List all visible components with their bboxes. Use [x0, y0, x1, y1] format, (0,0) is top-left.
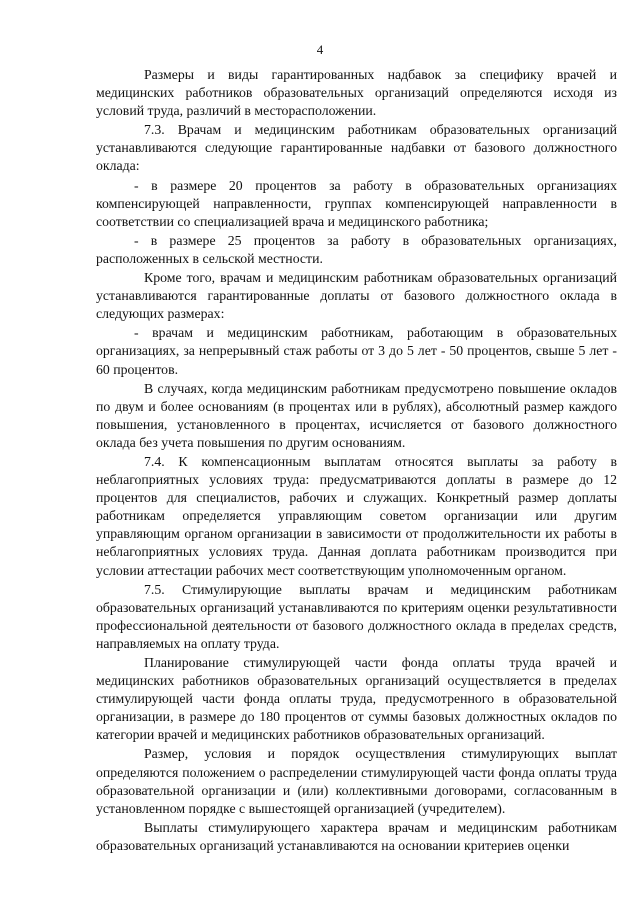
list-item-20-percent: - в размере 20 процентов за работу в образовательных организациях компенсирующей направленности, группах компенсирующей направленности в соответствии со специализацией врача и медицинского работника;: [96, 177, 617, 229]
paragraph-7-4: 7.4. К компенсационным выплатам относятся выплаты за работу в неблагоприятных условиях труда: предусматриваются доплаты в размере до 12 процентов для специалистов, рабочих и служащих. Конкретный размер доплаты работникам определяется управляющим советом организации или другим управляющим органом организации в зависимости от продолжительности их работы в неблагоприятных условиях труда. Данная доплата работникам производится при условии аттестации рабочих мест соответствующим уполномоченным органом.: [96, 453, 617, 578]
paragraph-multiple-increases: В случаях, когда медицинским работникам предусмотрено повышение окладов по двум и более основаниям (в процентах или в рублях), абсолютный размер каждого повышения, установленного в процентах, исчисляется от базового должностного оклада без учета повышения по другим основаниям.: [96, 380, 617, 450]
document-body: [96, 66, 617, 855]
paragraph-additional-payments: Кроме того, врачам и медицинским работникам образовательных организаций устанавливаются гарантированные доплаты от базового должностного оклада в следующих размерах:: [96, 270, 617, 322]
paragraph-stimulating-payments: Выплаты стимулирующего характера врачам и медицинским работникам образовательных организаций устанавливаются на основании критериев оценки: [96, 819, 617, 853]
paragraph-fund-planning: Планирование стимулирующей части фонда оплаты труда врачей и медицинских работников образовательных организаций осуществляется в пределах стимулирующей части фонда оплаты труда, предусмотренного в образовательной организации, в размере до 180 процентов от суммы базовых должностных окладов по категории врачей и медицинских работников образовательных организаций.: [96, 655, 617, 743]
list-item-seniority: - врачам и медицинским работникам, работающим в образовательных организациях, за непрерывный стаж работы от 3 до 5 лет - 50 процентов, свыше 5 лет - 60 процентов.: [96, 325, 617, 377]
page-number: 4: [316, 42, 324, 57]
paragraph-7-5: 7.5. Стимулирующие выплаты врачам и медицинским работникам образовательных организаций устанавливаются по критериям оценки результативности профессиональной деятельности от базового должностного оклада в пределах средств, направляемых на оплату труда.: [96, 581, 617, 651]
list-item-25-percent: - в размере 25 процентов за работу в образовательных организациях, расположенных в сельской местности.: [96, 232, 617, 266]
paragraph-allowances-intro: Размеры и виды гарантированных надбавок за специфику врачей и медицинских работников образовательных организаций определяются исходя из условий труда, различий в месторасположении.: [96, 67, 617, 119]
paragraph-7-3: 7.3. Врачам и медицинским работникам образовательных организаций устанавливаются следующие гарантированные надбавки от базового должностного оклада:: [96, 122, 617, 174]
paragraph-size-and-conditions: Размер, условия и порядок осуществления стимулирующих выплат определяются положением о распределении стимулирующей части фонда оплаты труда образовательной организации и (или) коллективными договорами, согласованным в установленном порядке с вышестоящей организацией (учредителем).: [96, 746, 617, 816]
